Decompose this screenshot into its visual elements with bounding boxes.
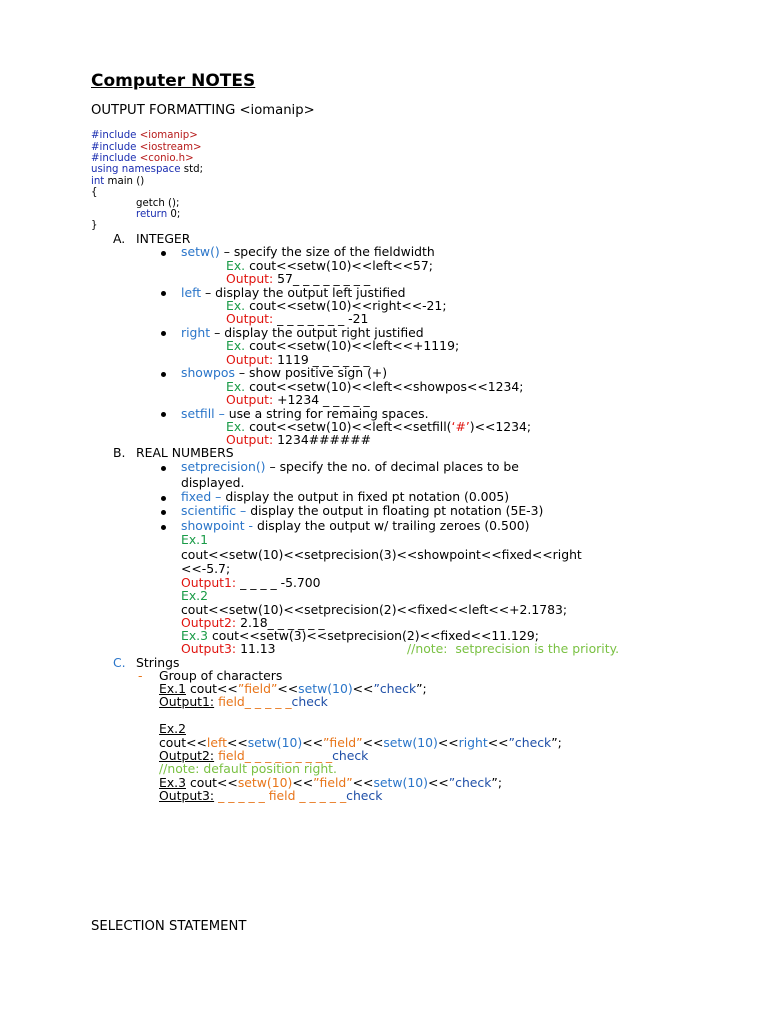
output-line: Output3: _ _ _ _ _ field _ _ _ _ _check xyxy=(159,788,383,803)
section-a-letter: A. xyxy=(113,231,126,246)
code-line: return 0; xyxy=(136,209,181,220)
example-line: cout<<setw(10)<<setprecision(2)<<fixed<<left<<+2.1783; xyxy=(181,602,568,617)
section-heading: OUTPUT FORMATTING <iomanip> xyxy=(91,103,315,118)
bullet-icon xyxy=(161,412,166,417)
output-line: Output2: field_ _ _ _ _ _ _ _ _check xyxy=(159,748,369,763)
list-item: Group of characters xyxy=(159,668,283,683)
section-a-label: INTEGER xyxy=(136,231,191,246)
example-label: Ex.2 xyxy=(159,721,186,736)
output-line: Output: _ _ _ _ _ _ _ -21 xyxy=(226,311,369,326)
output-line: Output: +1234 _ _ _ _ _ xyxy=(226,392,370,407)
bullet-icon xyxy=(161,496,166,501)
bullet-icon xyxy=(161,466,166,471)
example-line: cout<<left<<setw(10)<<”field”<<setw(10)<<right<<”check”; xyxy=(159,735,562,750)
section-c-label: Strings xyxy=(136,655,180,670)
dash-marker: - xyxy=(138,668,143,683)
list-item: fixed – display the output in fixed pt notation (0.005) xyxy=(181,489,510,504)
code-line: #include <iostream> xyxy=(91,142,202,153)
example-line: <<-5.7; xyxy=(181,561,231,576)
section-b-letter: B. xyxy=(113,445,126,460)
example-line: Ex. cout<<setw(10)<<left<<showpos<<1234; xyxy=(226,379,524,394)
page-title: Computer NOTES xyxy=(91,71,256,91)
bullet-icon xyxy=(161,372,166,377)
note-line: //note: default position right. xyxy=(159,761,337,776)
example-label: Ex.2 xyxy=(181,588,208,603)
list-item-cont: displayed. xyxy=(181,475,245,490)
list-item: setw() – specify the size of the fieldwidth xyxy=(181,244,435,259)
list-item: setfill – use a string for remaing spaces. xyxy=(181,406,429,421)
example-line: Ex. cout<<setw(10)<<left<<57; xyxy=(226,258,433,273)
example-line: Ex.3 cout<<setw(10)<<”field”<<setw(10)<<”check”; xyxy=(159,775,503,790)
code-line: #include <conio.h> xyxy=(91,153,194,164)
list-item: setprecision() – specify the no. of decimal places to be xyxy=(181,459,519,474)
bullet-icon xyxy=(161,251,166,256)
example-line: Ex.3 cout<<setw(3)<<setprecision(2)<<fixed<<11.129; xyxy=(181,628,539,643)
example-line: Ex. cout<<setw(10)<<left<<setfill(‘#’)<<1234; xyxy=(226,419,532,434)
section-c-letter: C. xyxy=(113,655,126,670)
example-line: Ex. cout<<setw(10)<<left<<+1119; xyxy=(226,338,460,353)
output-line: Output1: field_ _ _ _ _check xyxy=(159,694,328,709)
example-line: Ex. cout<<setw(10)<<right<<-21; xyxy=(226,298,447,313)
code-line: #include <iomanip> xyxy=(91,130,198,141)
output-line: Output: 57_ _ _ _ _ _ _ _ xyxy=(226,271,371,286)
bullet-icon xyxy=(161,291,166,296)
code-line: getch (); xyxy=(136,198,180,209)
output-line: Output3: 11.13 xyxy=(181,641,276,656)
example-line: cout<<setw(10)<<setprecision(3)<<showpoint<<fixed<<right xyxy=(181,547,582,562)
list-item: showpoint - display the output w/ trailing zeroes (0.500) xyxy=(181,518,530,533)
example-line: Ex.1 cout<<”field”<<setw(10)<<”check”; xyxy=(159,681,427,696)
list-item: scientific – display the output in floating pt notation (5E-3) xyxy=(181,503,544,518)
bullet-icon xyxy=(161,331,166,336)
output-line: Output: 1234###### xyxy=(226,432,371,447)
list-item: showpos – show positive sign (+) xyxy=(181,365,388,380)
code-line: using namespace std; xyxy=(91,164,203,175)
section-heading: SELECTION STATEMENT xyxy=(91,919,247,934)
code-line: { xyxy=(91,187,98,198)
section-b-label: REAL NUMBERS xyxy=(136,445,234,460)
bullet-icon xyxy=(161,525,166,530)
output-line: Output2: 2.18_ _ _ _ _ _ xyxy=(181,615,325,630)
output-line: Output: 1119 _ _ _ _ _ _ xyxy=(226,352,370,367)
list-item: right – display the output right justified xyxy=(181,325,424,340)
output-line: Output1: _ _ _ _ -5.700 xyxy=(181,575,321,590)
note-line: //note: setprecision is the priority. xyxy=(407,641,620,656)
code-line: } xyxy=(91,220,98,231)
list-item: left – display the output left justified xyxy=(181,285,406,300)
code-line: int main () xyxy=(91,176,145,187)
example-label: Ex.1 xyxy=(181,532,208,547)
bullet-icon xyxy=(161,510,166,515)
